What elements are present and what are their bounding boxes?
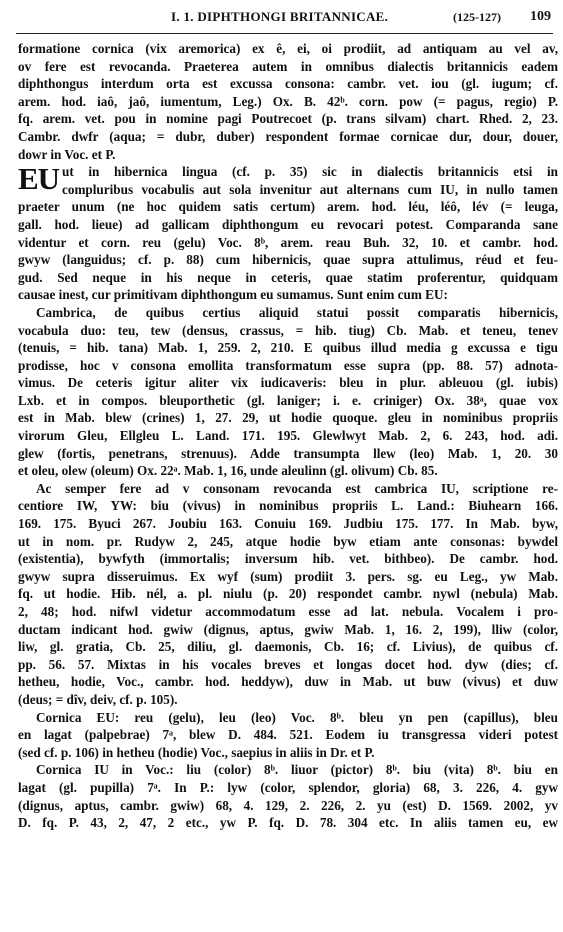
text-line: formatione cornica (vix aremorica) ex ê, ei, oi prodiit, ad antiquam au vel av,: [18, 41, 558, 56]
drop-cap-eu: EU: [18, 161, 60, 197]
text-line: vimus. De ceteris igitur aliter vix iudicaveris: bleu in plur. ableuou (gl. iubis): [18, 375, 558, 391]
text-line: fq. arem. vet. pou in nomine pagi Poutrecoet (p. trans silvam) chart. Rhed. 2, 23.: [18, 111, 558, 127]
paragraph-1: [18, 40, 558, 163]
text-line: ductam indicant hod. gwiw (dignus, aptus, gwiw Mab. 1, 16. 2, 199), lliw (color,: [18, 621, 558, 637]
text-line: Cornica IU in Voc.: liu (color) 8ᵇ. liuor (pictor) 8ᵇ. biu (vita) 8ᵇ. biu en: [36, 762, 558, 778]
text-line: Cornica EU: reu (gelu), leu (leo) Voc. 8ᵇ. bleu yn pen (capillus), bleu: [36, 709, 558, 725]
header-rule: [16, 33, 553, 34]
page-number: 109: [530, 9, 551, 24]
text-line: ov fere est revocanda. Praeterea autem in omnibus dialectis britannicis eadem: [18, 58, 558, 74]
text-line: ut in hibernica lingua (cf. p. 35) sic in dialectis britannicis etsi in: [62, 164, 558, 180]
text-line: est in Mab. blew (crines) 1, 27. 29, ut hodie quoque. gleu in nominibus propriis: [18, 410, 558, 426]
text-line: D. fq. P. 43, 2, 47, 2 etc., yw P. fq. D. 78. 304 etc. In aliis tamen eu, ew: [18, 815, 558, 831]
text-line: praeter unum (ne hoc quidem satis certum) arem. hod. léu, léô, lév (= leuga,: [18, 199, 558, 215]
text-line: 2, 48; hod. nifwl videtur accommodatum esse ad lat. nebula. Vocalem i pro-: [18, 604, 558, 619]
text-line: dowr in Voc. et P.: [18, 146, 116, 162]
running-title: I. 1. DIPHTHONGI BRITANNICAE.: [171, 9, 389, 24]
paragraph-iu: [18, 480, 558, 709]
text-line: (deus; = dîv, deiv, cf. p. 105).: [18, 691, 178, 707]
text-line: Lxb. et in compos. bleuporthetic (gl. laniger; i. e. criniger) Ox. 38ᵃ, quae vox: [18, 392, 558, 408]
text-line: vocabula duo: teu, tew (densus, crassus, = hib. tiug) Cb. Mab. et teneu, tenev: [18, 322, 558, 338]
paragraph-cambrica: [18, 304, 558, 480]
text-line: arem. hod. iaô, jaô, iumentum, Leg.) Ox. B. 42ᵇ. corn. pow (= pagus, regio) P.: [18, 93, 558, 109]
page-body: [18, 40, 558, 832]
running-header: [16, 9, 551, 29]
text-line: diphthongus interdum orta est excussa consona: cambr. vet. iou (gl. iugum; cf.: [18, 76, 558, 92]
text-line: gall. hod. lieue) ad gallicam diphthongum eu revocari potest. Comparanda sane: [18, 216, 558, 232]
text-line: (dignus, aptus, cambr. gwiw) 68, 4. 129, 2. 226, 2. yu (est) D. 1569. 2002, yv: [18, 797, 558, 813]
text-line: prodisse, hoc v consona emollita transformatum esse supra (pp. 88. 57) adnota-: [18, 357, 558, 373]
text-line: et oleu, olew (oleum) Ox. 22ᵃ. Mab. 1, 16, unde aleulinn (gl. olivum) Cb. 85.: [18, 463, 438, 479]
text-line: pp. 56. 57. Mixtas in his vocales breves et longas docet hod. dyw (dies; cf.: [18, 656, 558, 672]
text-line: Cambr. dwfr (aqua; = dubr, duber) respondent formae cornicae dur, dour, douer,: [18, 128, 558, 144]
text-line: en lagat (palpebrae) 7ᵃ, blew D. 484. 521. Eodem iu transgressa videri potest: [18, 727, 558, 743]
text-line: Ac semper fere ad v consonam revocanda est cambrica IU, scriptione re-: [36, 480, 558, 496]
text-line: liw, gl. gratia, Cb. 25, diliu, gl. daemonis, Cb. 16; cf. Livius), de quibus cf.: [18, 639, 558, 655]
text-line: compluribus vocabulis aut sola invenitur aut alternans cum IU, in nullo tamen: [62, 181, 558, 197]
paragraph-cornica-iu: [18, 761, 558, 831]
text-line: 169. 175. Byuci 267. Joubiu 163. Conuiu 169. Judbiu 175. 177. In Mab. byw,: [18, 516, 558, 532]
text-line: (tenuis, = hib. tana) Mab. 1, 259. 2, 210. E quibus illud media g excussa e tigu: [18, 340, 558, 356]
text-line: fq. ut hodie. Hib. nél, a. pl. niulu (p. 20) respondet cambr. nywl (nebula) Mab.: [18, 586, 558, 602]
text-line: virorum Gleu, Ellgleu L. Land. 171. 195. Glewlwyt Mab. 2, 6. 243, hod. adi.: [18, 428, 558, 444]
paragraph-cornica-eu: [18, 709, 558, 762]
text-line: centiore IW, YW: biu (vivus) in nominibus propriis L. Land.: Biuhearn 166.: [18, 498, 558, 514]
text-line: lagat (gl. pupilla) 7ᵃ. In P.: lyw (color, splendor, gloria) 68, 3. 226, 4. gyw: [18, 779, 558, 795]
text-line: gud. Sed neque in his neque in ceteris, quae statim proferentur, quidquam: [18, 269, 558, 285]
paragraph-eu: [18, 163, 558, 304]
text-line: gwyw supra disseruimus. Ex wyf (sum) prodiit 3. pers. sg. eu Leg., yw Mab.: [18, 568, 558, 584]
text-line: gwyw (languidus; cf. p. 88) cum hibernicis, quae supra attulimus, réud et feu-: [18, 252, 558, 268]
text-line: hetheu, hodie, Voc., cambr. hod. heddyw), duw in Mab. ut buw (vivus) et duw: [18, 674, 558, 690]
text-line: ut in nom. pr. Rudyw 2, 245, atque hodie byw etiam ante consonas: bywdel: [18, 533, 558, 549]
text-line: glew (fortis, penetrans, strenuus). Adde transumpta llew (leo) Mab. 1, 20. 30: [18, 445, 558, 461]
text-line: videntur et corn. reu (gelu) Voc. 8ᵇ, arem. reau Buh. 32, 10. et cambr. hod.: [18, 234, 558, 250]
text-line: (existentia), bywfyth (immortalis; inversum hib. vet. bithbeo). De cambr. hod.: [18, 551, 558, 567]
text-line: causae inest, cur primitivam diphthongum eu sumamus. Sunt enim cum EU:: [18, 287, 448, 303]
section-range: (125-127): [453, 10, 501, 24]
text-line: (sed cf. p. 106) in hetheu (hodie) Voc., saepius in aliis in Dr. et P.: [18, 744, 375, 760]
text-line: Cambrica, de quibus certius aliquid statui possit comparatis hibernicis,: [36, 304, 558, 320]
